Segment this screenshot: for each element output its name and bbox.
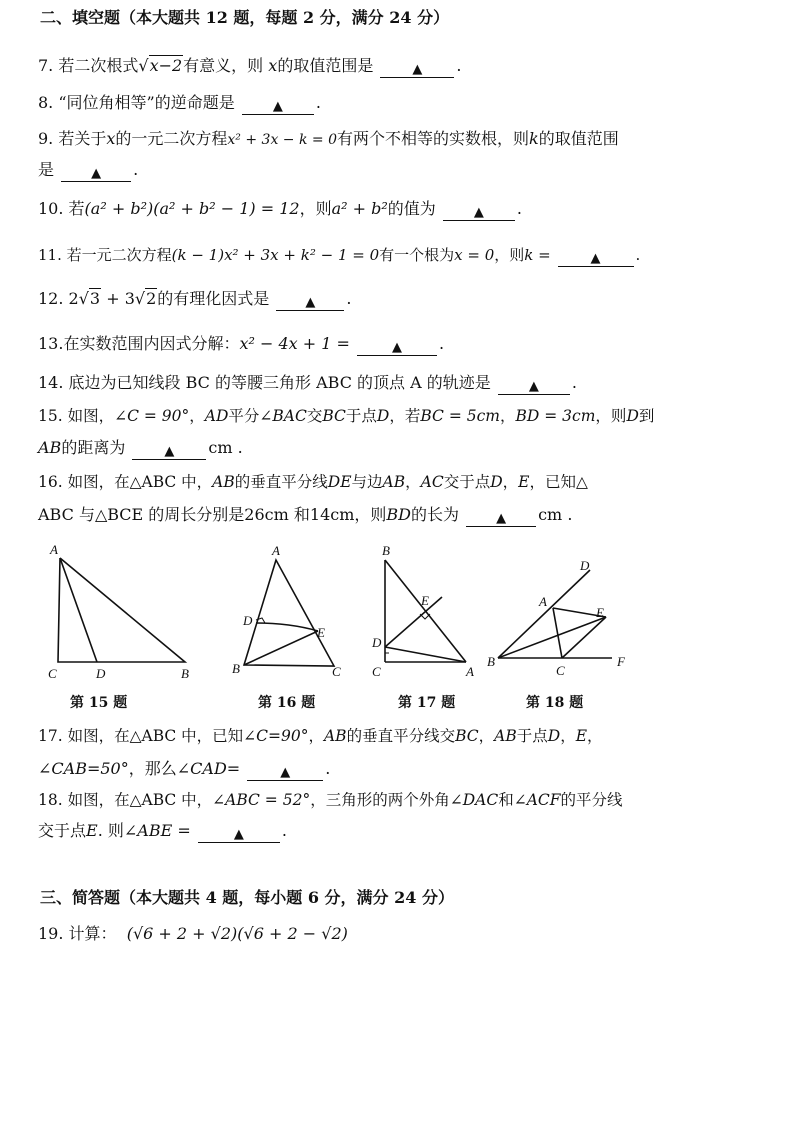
fig16-label-e: E: [317, 625, 325, 640]
section-3-title: 三、简答题（本大题共 4 题，每小题 6 分，满分 24 分）: [40, 888, 454, 907]
question-14: 14. 底边为已知线段 BC 的等腰三角形 ABC 的顶点 A 的轨迹是 ▲ .: [38, 373, 577, 394]
answer-blank-10[interactable]: ▲: [443, 202, 515, 221]
question-17: 17. 如图，在△ABC 中，已知∠C=90°，AB的垂直平分线交BC，AB于点D，E，: [38, 727, 603, 745]
question-18: 18. 如图，在△ABC 中，∠ABC = 52°，三角形的两个外角∠DAC和∠ACF的平分线: [38, 791, 623, 809]
question-10: 10. 若(a² + b²)(a² + b² − 1) = 12，则a² + b²的值为 ▲ .: [38, 199, 522, 220]
fig16-label-a: A: [272, 543, 280, 558]
answer-blank-13[interactable]: ▲: [357, 337, 437, 356]
figure-16-caption: 第 16 题: [258, 695, 316, 711]
figures: [0, 535, 800, 715]
fig17-label-a: A: [466, 664, 474, 679]
figure-15-caption: 第 15 题: [70, 695, 128, 711]
answer-blank-9[interactable]: ▲: [61, 163, 131, 182]
fig16-label-d: D: [243, 613, 253, 628]
fig15-label-d: D: [96, 666, 106, 681]
fig18-label-e: E: [596, 605, 604, 620]
figure-18-caption: 第 18 题: [526, 695, 584, 711]
section-2-title: 二、填空题（本大题共 12 题，每题 2 分，满分 24 分）: [40, 8, 450, 27]
question-16: 16. 如图，在△ABC 中，AB的垂直平分线DE与边AB，AC交于点D，E，已知△: [38, 473, 588, 491]
fig18-label-c: C: [556, 663, 565, 678]
fig15-label-c: C: [48, 666, 57, 681]
answer-blank-16[interactable]: ▲: [466, 508, 536, 527]
figure-16-labels: [232, 543, 341, 679]
fig18-label-f: F: [617, 654, 625, 669]
question-8: 8. “同位角相等”的逆命题是 ▲ .: [38, 93, 321, 114]
answer-blank-15[interactable]: ▲: [132, 441, 206, 460]
question-18-cont: 交于点E. 则∠ABE = ▲ .: [38, 821, 287, 842]
fig16-label-b: B: [232, 661, 240, 676]
fig15-label-b: B: [181, 666, 189, 681]
answer-blank-14[interactable]: ▲: [498, 376, 570, 395]
figure-17: [385, 560, 466, 662]
figure-18: [498, 570, 612, 658]
question-15-cont: AB的距离为 ▲ cm .: [38, 438, 243, 459]
answer-blank-8[interactable]: ▲: [242, 96, 314, 115]
figure-15-labels: [48, 542, 189, 681]
answer-blank-17[interactable]: ▲: [247, 762, 323, 781]
question-7: 7. 若二次根式√x−2有意义，则 x的取值范围是 ▲ .: [38, 56, 462, 77]
figure-17-labels: [371, 543, 474, 679]
question-15: 15. 如图，∠C = 90°，AD平分∠BAC交BC于点D，若BC = 5cm，BD = 3cm，则D到: [38, 407, 655, 425]
fig18-label-d: D: [580, 558, 590, 573]
question-19: 19. 计算： (√6 + 2 + √2)(√6 + 2 − √2): [38, 924, 348, 943]
answer-blank-7[interactable]: ▲: [380, 59, 454, 78]
question-16-cont: ABC 与△BCE 的周长分别是26cm 和14cm，则BD的长为 ▲ cm .: [38, 505, 573, 526]
fig17-label-e: E: [421, 593, 429, 608]
q19-expression: (√6 + 2 + √2)(√6 + 2 − √2): [126, 924, 348, 943]
question-9: 9. 若关于x的一元二次方程x² + 3x − k = 0有两个不相等的实数根，则k的取值范围: [38, 129, 619, 148]
question-12: 12. 2√3 + 3√2的有理化因式是 ▲ .: [38, 289, 352, 310]
question-11: 11. 若一元二次方程(k − 1)x² + 3x + k² − 1 = 0有一个根为x = 0，则k = ▲ .: [38, 246, 641, 266]
fig16-label-c: C: [332, 664, 341, 679]
fig18-label-a: A: [539, 594, 547, 609]
answer-blank-12[interactable]: ▲: [276, 292, 344, 311]
answer-blank-18[interactable]: ▲: [198, 824, 280, 843]
answer-blank-11[interactable]: ▲: [558, 248, 634, 267]
fig15-label-a: A: [50, 542, 58, 557]
fig17-label-c: C: [372, 664, 381, 679]
fig18-label-b: B: [487, 654, 495, 669]
question-9-cont: 是 ▲ .: [38, 160, 139, 181]
fig17-label-d: D: [372, 635, 382, 650]
figure-17-caption: 第 17 题: [398, 695, 456, 711]
figure-16: [244, 560, 334, 666]
fig17-label-b: B: [382, 543, 390, 558]
question-17-cont: ∠CAB=50°，那么∠CAD= ▲ .: [38, 759, 331, 780]
question-13: 13.在实数范围内因式分解：x² − 4x + 1 = ▲ .: [38, 334, 445, 355]
figure-15: [58, 558, 185, 662]
